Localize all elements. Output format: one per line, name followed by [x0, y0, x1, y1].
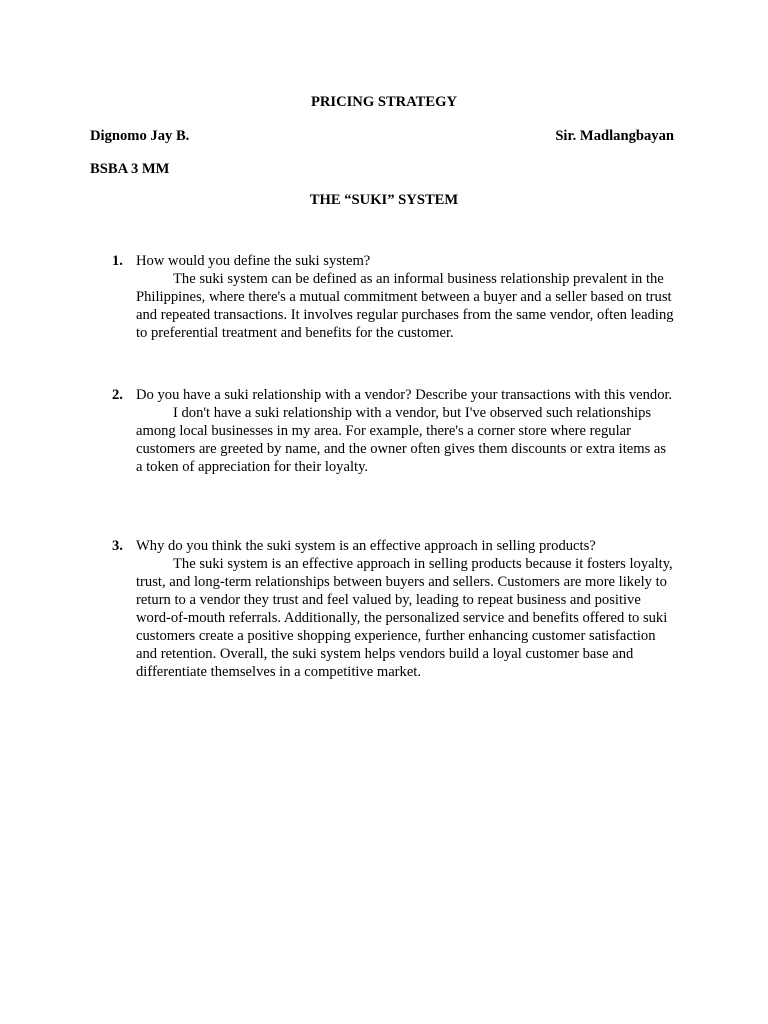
document-title: PRICING STRATEGY	[310, 94, 458, 110]
question-number: 3.	[112, 538, 123, 554]
question-item	[112, 386, 676, 476]
question-text: Do you have a suki relationship with a vendor? Describe your transactions with this vendor.	[136, 387, 673, 403]
question-text: Why do you think the suki system is an effective approach in selling products?	[136, 538, 596, 554]
question-number: 1.	[112, 253, 123, 269]
author-name: Dignomo Jay B.	[90, 128, 190, 144]
document-subtitle: THE “SUKI” SYSTEM	[309, 192, 459, 208]
instructor-name: Sir. Madlangbayan	[555, 128, 674, 144]
answer-text: The suki system is an effective approach in selling products because it fosters loyalty, trust, and long-term relationships between buyers and sellers. Customers are more likely to return to a vendor they trust and feel valued by, leading to repeat business and positive word-of-mouth referrals. Additionally, the personalized service and benefits offered to suki customers create a positive shopping experience, further enhancing customer satisfaction and retention. Overall, the suki system helps vendors build a loyal customer base and differentiate themselves in a competitive market.	[136, 556, 673, 680]
question-text: How would you define the suki system?	[136, 253, 371, 269]
question-number: 2.	[112, 387, 123, 403]
question-item	[112, 252, 676, 342]
class-section: BSBA 3 MM	[90, 161, 170, 177]
answer-text: I don't have a suki relationship with a vendor, but I've observed such relationships among local businesses in my area. For example, there's a corner store where regular customers are greeted by name, and the owner often gives them discounts or extra items as a token of appreciation for their loyalty.	[136, 405, 667, 475]
question-item	[112, 537, 676, 681]
answer-text: The suki system can be defined as an informal business relationship prevalent in the Philippines, where there's a mutual commitment between a buyer and a seller based on trust and repeated transactions. It involves regular purchases from the same vendor, often leading to preferential treatment and benefits for the customer.	[136, 271, 674, 341]
